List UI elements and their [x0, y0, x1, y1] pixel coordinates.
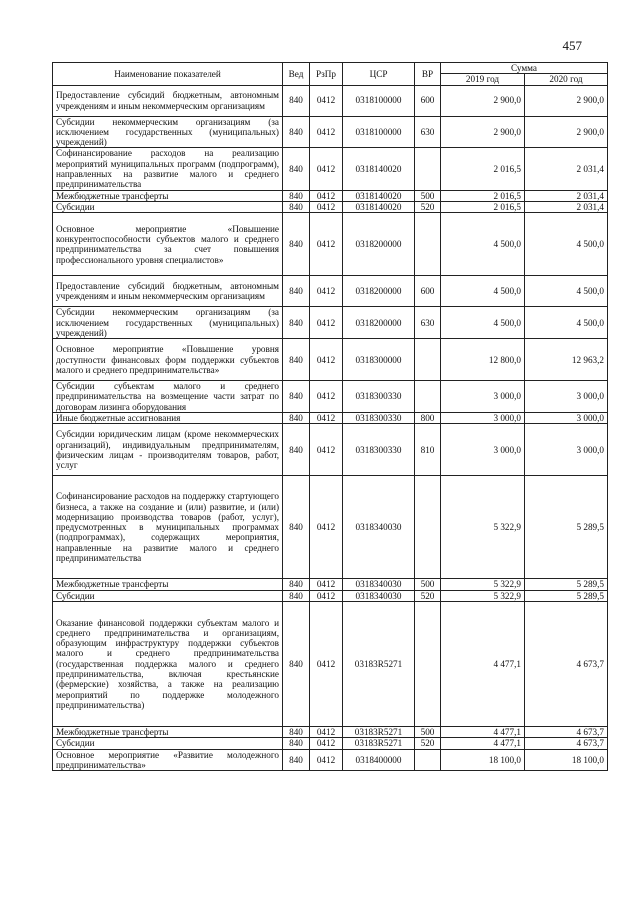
row-csr: 0318340030	[343, 590, 415, 601]
row-ved: 840	[283, 601, 310, 726]
row-ved: 840	[283, 201, 310, 212]
row-rzpr: 0412	[310, 213, 343, 276]
row-sum-2020: 4 500,0	[525, 213, 608, 276]
table-row	[53, 424, 608, 476]
table-row	[53, 213, 608, 276]
row-name: Предоставление субсидий бюджетным, автономным учреждениям и иным некоммерческим организациям	[53, 276, 283, 307]
row-rzpr: 0412	[310, 726, 343, 737]
row-rzpr: 0412	[310, 424, 343, 476]
row-name: Субсидии субъектам малого и среднего предпринимательства на возмещение части затрат по договорам лизинга оборудования	[53, 381, 283, 413]
row-vr: 520	[415, 201, 441, 212]
table-row	[53, 276, 608, 307]
row-rzpr: 0412	[310, 749, 343, 771]
row-sum-2019: 3 000,0	[441, 381, 525, 413]
row-sum-2019: 5 322,9	[441, 590, 525, 601]
row-rzpr: 0412	[310, 579, 343, 590]
row-ved: 840	[283, 276, 310, 307]
row-sum-2020: 4 500,0	[525, 276, 608, 307]
row-vr: 630	[415, 307, 441, 339]
row-vr: 500	[415, 726, 441, 737]
row-csr: 0318340030	[343, 579, 415, 590]
row-rzpr: 0412	[310, 85, 343, 116]
table-row	[53, 413, 608, 424]
page-number: 457	[562, 38, 582, 53]
row-rzpr: 0412	[310, 413, 343, 424]
row-rzpr: 0412	[310, 148, 343, 190]
budget-table	[52, 62, 608, 771]
table-header	[53, 63, 608, 86]
row-vr	[415, 601, 441, 726]
row-name: Оказание финансовой поддержки субъектам малого и среднего предпринимательства и организациям, образующим инфраструктуру поддержки субъектов малого и среднего предпринимательства (государственная поддержка малого и среднего предпринимательства, включая крестьянские (фермерские) хозяйства, а также на реализацию мероприятий по поддержке молодежного предпринимательства)	[53, 601, 283, 726]
row-sum-2019: 4 500,0	[441, 276, 525, 307]
row-sum-2019: 4 500,0	[441, 307, 525, 339]
row-vr: 600	[415, 276, 441, 307]
table-row	[53, 85, 608, 116]
row-sum-2020: 2 900,0	[525, 116, 608, 148]
row-csr: 0318300330	[343, 413, 415, 424]
row-sum-2020: 4 673,7	[525, 601, 608, 726]
row-name: Софинансирование расходов на реализацию мероприятий муниципальных программ (подпрограмм), направленных на развитие малого и среднего предпринимательства	[53, 148, 283, 190]
row-sum-2019: 3 000,0	[441, 413, 525, 424]
header-vr: ВР	[415, 63, 441, 86]
table-row	[53, 339, 608, 381]
row-csr: 0318140020	[343, 148, 415, 190]
row-sum-2019: 2 900,0	[441, 116, 525, 148]
row-sum-2019: 12 800,0	[441, 339, 525, 381]
row-vr	[415, 339, 441, 381]
row-sum-2020: 2 031,4	[525, 148, 608, 190]
row-vr: 800	[415, 413, 441, 424]
row-vr	[415, 749, 441, 771]
row-ved: 840	[283, 213, 310, 276]
row-ved: 840	[283, 413, 310, 424]
row-vr: 810	[415, 424, 441, 476]
row-rzpr: 0412	[310, 201, 343, 212]
row-ved: 840	[283, 116, 310, 148]
row-ved: 840	[283, 590, 310, 601]
row-sum-2020: 5 289,5	[525, 590, 608, 601]
row-name: Софинансирование расходов на поддержку стартующего бизнеса, а также на создание и (или) развитие, и (или) модернизацию производства товаров (работ, услуг), предусмотренных в муниципальных программах (подпрограммах), содержащих мероприятия, направленные на развитие малого и среднего предпринимательства	[53, 476, 283, 579]
row-ved: 840	[283, 339, 310, 381]
row-csr: 0318300000	[343, 339, 415, 381]
row-name: Межбюджетные трансферты	[53, 190, 283, 201]
row-ved: 840	[283, 579, 310, 590]
row-name: Субсидии	[53, 590, 283, 601]
table-row	[53, 601, 608, 726]
row-csr: 0318340030	[343, 476, 415, 579]
row-name: Основное мероприятие «Повышение уровня доступности финансовых форм поддержки субъектов малого и среднего предпринимательства»	[53, 339, 283, 381]
table-row	[53, 590, 608, 601]
row-sum-2019: 5 322,9	[441, 476, 525, 579]
header-rzpr: РзПр	[310, 63, 343, 86]
table-row	[53, 749, 608, 771]
table-row	[53, 116, 608, 148]
header-year-2019: 2019 год	[441, 74, 525, 85]
row-sum-2019: 18 100,0	[441, 749, 525, 771]
row-rzpr: 0412	[310, 116, 343, 148]
row-sum-2019: 2 016,5	[441, 148, 525, 190]
row-sum-2020: 3 000,0	[525, 424, 608, 476]
row-vr: 630	[415, 116, 441, 148]
row-name: Субсидии	[53, 201, 283, 212]
row-name: Межбюджетные трансферты	[53, 726, 283, 737]
row-ved: 840	[283, 738, 310, 749]
row-ved: 840	[283, 307, 310, 339]
row-vr: 500	[415, 190, 441, 201]
table-body	[53, 85, 608, 771]
row-ved: 840	[283, 85, 310, 116]
row-rzpr: 0412	[310, 381, 343, 413]
row-vr: 600	[415, 85, 441, 116]
row-sum-2019: 4 477,1	[441, 601, 525, 726]
row-rzpr: 0412	[310, 190, 343, 201]
row-name: Иные бюджетные ассигнования	[53, 413, 283, 424]
header-year-2020: 2020 год	[525, 74, 608, 85]
row-csr: 0318200000	[343, 213, 415, 276]
row-sum-2020: 2 031,4	[525, 201, 608, 212]
row-sum-2019: 3 000,0	[441, 424, 525, 476]
row-name: Предоставление субсидий бюджетным, автономным учреждениям и иным некоммерческим организациям	[53, 85, 283, 116]
row-sum-2020: 18 100,0	[525, 749, 608, 771]
row-vr	[415, 148, 441, 190]
table-row	[53, 579, 608, 590]
row-sum-2019: 5 322,9	[441, 579, 525, 590]
row-vr	[415, 381, 441, 413]
table-row	[53, 381, 608, 413]
row-rzpr: 0412	[310, 339, 343, 381]
row-csr: 0318100000	[343, 116, 415, 148]
row-name: Субсидии юридическим лицам (кроме некоммерческих организаций), индивидуальным предпринимателям, физическим лицам - производителям товаров, работ, услуг	[53, 424, 283, 476]
row-name: Субсидии некоммерческим организациям (за исключением государственных (муниципальных) учреждений)	[53, 116, 283, 148]
row-rzpr: 0412	[310, 590, 343, 601]
row-vr: 500	[415, 579, 441, 590]
row-ved: 840	[283, 726, 310, 737]
table-row	[53, 148, 608, 190]
row-name: Субсидии некоммерческим организациям (за исключением государственных (муниципальных) учреждений)	[53, 307, 283, 339]
table-row	[53, 201, 608, 212]
row-sum-2019: 2 016,5	[441, 201, 525, 212]
row-name: Основное мероприятие «Развитие молодежного предпринимательства»	[53, 749, 283, 771]
row-csr: 0318140020	[343, 190, 415, 201]
row-sum-2020: 4 500,0	[525, 307, 608, 339]
row-rzpr: 0412	[310, 601, 343, 726]
row-ved: 840	[283, 190, 310, 201]
table-row	[53, 738, 608, 749]
row-sum-2019: 4 477,1	[441, 738, 525, 749]
table-row	[53, 476, 608, 579]
row-sum-2019: 2 016,5	[441, 190, 525, 201]
row-csr: 0318200000	[343, 276, 415, 307]
header-ved: Вед	[283, 63, 310, 86]
row-sum-2020: 3 000,0	[525, 413, 608, 424]
row-rzpr: 0412	[310, 476, 343, 579]
row-csr: 0318100000	[343, 85, 415, 116]
row-sum-2020: 12 963,2	[525, 339, 608, 381]
row-name: Основное мероприятие «Повышение конкурентоспособности субъектов малого и среднего предпринимательства за счет повышения профессионального уровня специалистов»	[53, 213, 283, 276]
row-csr: 0318300330	[343, 381, 415, 413]
row-sum-2020: 4 673,7	[525, 738, 608, 749]
row-vr: 520	[415, 738, 441, 749]
row-name: Субсидии	[53, 738, 283, 749]
row-csr: 0318200000	[343, 307, 415, 339]
row-csr: 03183R5271	[343, 726, 415, 737]
row-ved: 840	[283, 381, 310, 413]
header-sum: Сумма	[441, 63, 608, 74]
row-ved: 840	[283, 476, 310, 579]
row-vr: 520	[415, 590, 441, 601]
row-sum-2020: 5 289,5	[525, 579, 608, 590]
row-sum-2019: 2 900,0	[441, 85, 525, 116]
row-ved: 840	[283, 749, 310, 771]
row-ved: 840	[283, 148, 310, 190]
row-sum-2020: 3 000,0	[525, 381, 608, 413]
row-csr: 03183R5271	[343, 738, 415, 749]
row-vr	[415, 476, 441, 579]
row-name: Межбюджетные трансферты	[53, 579, 283, 590]
row-sum-2020: 4 673,7	[525, 726, 608, 737]
row-ved: 840	[283, 424, 310, 476]
row-sum-2020: 5 289,5	[525, 476, 608, 579]
row-csr: 0318300330	[343, 424, 415, 476]
row-sum-2020: 2 900,0	[525, 85, 608, 116]
header-csr: ЦСР	[343, 63, 415, 86]
row-sum-2020: 2 031,4	[525, 190, 608, 201]
row-csr: 03183R5271	[343, 601, 415, 726]
row-rzpr: 0412	[310, 276, 343, 307]
header-name: Наименование показателей	[53, 63, 283, 86]
table-row	[53, 307, 608, 339]
row-rzpr: 0412	[310, 738, 343, 749]
row-csr: 0318400000	[343, 749, 415, 771]
row-sum-2019: 4 500,0	[441, 213, 525, 276]
row-rzpr: 0412	[310, 307, 343, 339]
row-vr	[415, 213, 441, 276]
table-row	[53, 190, 608, 201]
row-csr: 0318140020	[343, 201, 415, 212]
row-sum-2019: 4 477,1	[441, 726, 525, 737]
table-row	[53, 726, 608, 737]
